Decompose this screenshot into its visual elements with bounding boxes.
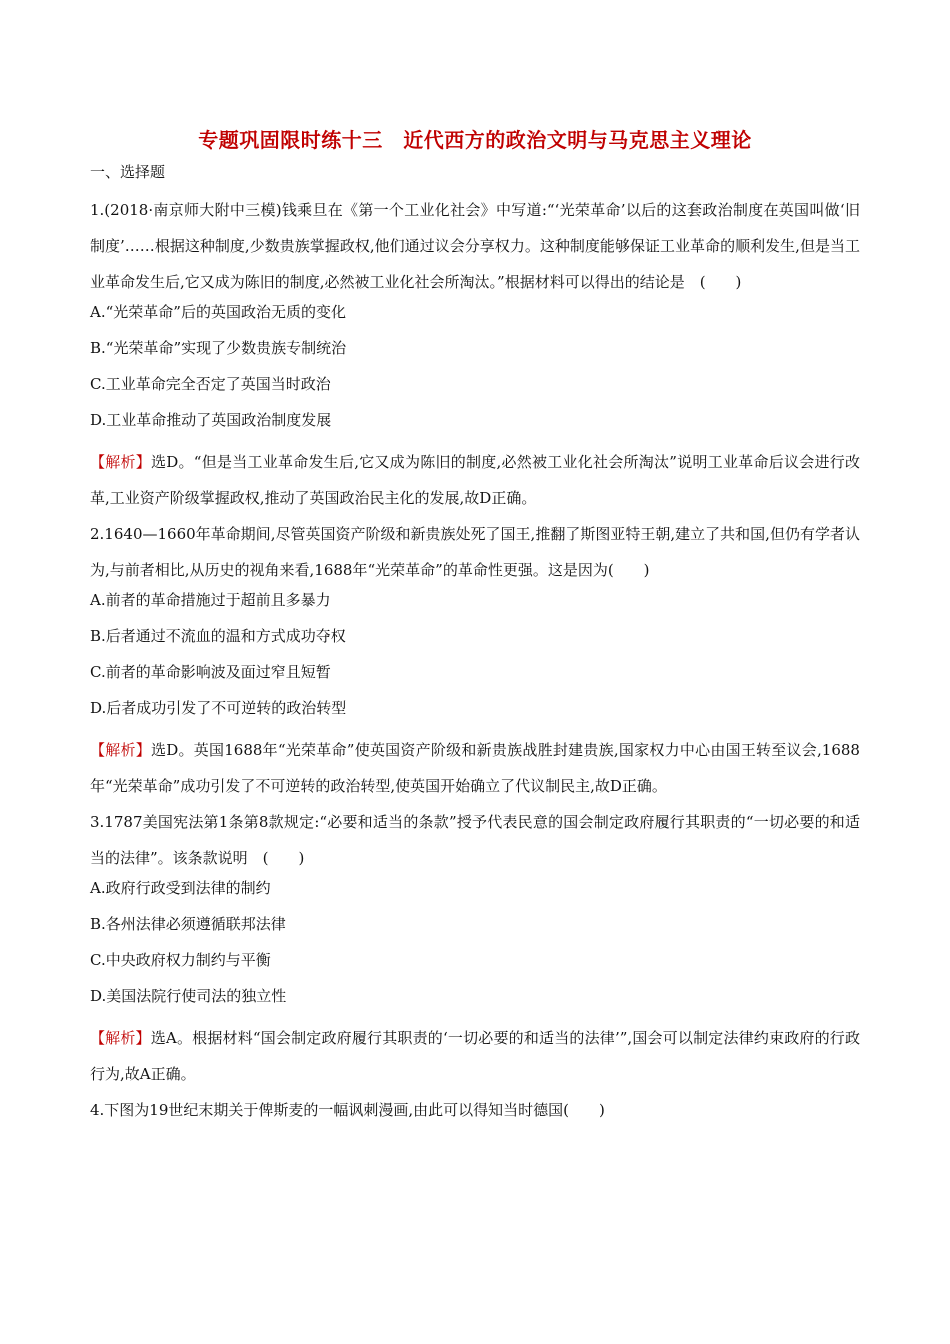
option-a: A.“光荣革命”后的英国政治无质的变化	[90, 303, 346, 321]
document-body	[90, 160, 860, 1128]
option-c: C.前者的革命影响波及面过窄且短暂	[90, 663, 331, 681]
question-1	[90, 192, 860, 516]
option-d: D.工业革命推动了英国政治制度发展	[90, 411, 332, 429]
question-stem: 1.(2018·南京师大附中三模)钱乘旦在《第一个工业化社会》中写道:“‘光荣革命’以后的这套政治制度在英国叫做‘旧制度’……根据这种制度,少数贵族掌握政权,他们通过议会分享权力。这种制度能够保证工业革命的顺利发生,但是当工业革命发生后,它又成为陈旧的制度,必然被工业化社会所淘汰。”根据材料可以得出的结论是 ( )	[90, 201, 860, 291]
question-stem: 2.1640—1660年革命期间,尽管英国资产阶级和新贵族处死了国王,推翻了斯图亚特王朝,建立了共和国,但仍有学者认为,与前者相比,从历史的视角来看,1688年“光荣革命”的革命性更强。这是因为( )	[90, 525, 860, 579]
analysis-text: 选D。英国1688年“光荣革命”使英国资产阶级和新贵族战胜封建贵族,国家权力中心由国王转至议会,1688年“光荣革命”成功引发了不可逆转的政治转型,使英国开始确立了代议制民主,故D正确。	[90, 741, 860, 795]
analysis-label: 【解析】	[90, 453, 152, 471]
question-4	[90, 1092, 860, 1128]
question-2	[90, 516, 860, 804]
option-a: A.政府行政受到法律的制约	[90, 879, 271, 897]
analysis-label: 【解析】	[90, 1029, 151, 1047]
option-d: D.后者成功引发了不可逆转的政治转型	[90, 699, 347, 717]
option-b: B.后者通过不流血的温和方式成功夺权	[90, 627, 346, 645]
question-stem: 3.1787美国宪法第1条第8款规定:“必要和适当的条款”授予代表民意的国会制定政府履行其职责的“一切必要的和适当的法律”。该条款说明 ( )	[90, 813, 860, 867]
analysis	[90, 1020, 860, 1092]
option-d: D.美国法院行使司法的独立性	[90, 987, 287, 1005]
section-heading: 一、选择题	[90, 163, 166, 181]
option-b: B.各州法律必须遵循联邦法律	[90, 915, 286, 933]
analysis	[90, 444, 860, 516]
option-a: A.前者的革命措施过于超前且多暴力	[90, 591, 331, 609]
option-c: C.中央政府权力制约与平衡	[90, 951, 271, 969]
analysis-text: 选D。“但是当工业革命发生后,它又成为陈旧的制度,必然被工业化社会所淘汰”说明工业革命后议会进行改革,工业资产阶级掌握政权,推动了英国政治民主化的发展,故D正确。	[90, 453, 860, 507]
question-3	[90, 804, 860, 1092]
analysis-label: 【解析】	[90, 741, 151, 759]
analysis-text: 选A。根据材料“国会制定政府履行其职责的‘一切必要的和适当的法律’”,国会可以制定法律约束政府的行政行为,故A正确。	[90, 1029, 860, 1083]
page-title: 专题巩固限时练十三 近代西方的政治文明与马克思主义理论	[198, 128, 752, 152]
analysis	[90, 732, 860, 804]
option-c: C.工业革命完全否定了英国当时政治	[90, 375, 331, 393]
option-b: B.“光荣革命”实现了少数贵族专制统治	[90, 339, 347, 357]
question-stem: 4.下图为19世纪末期关于俾斯麦的一幅讽刺漫画,由此可以得知当时德国( )	[90, 1101, 605, 1119]
